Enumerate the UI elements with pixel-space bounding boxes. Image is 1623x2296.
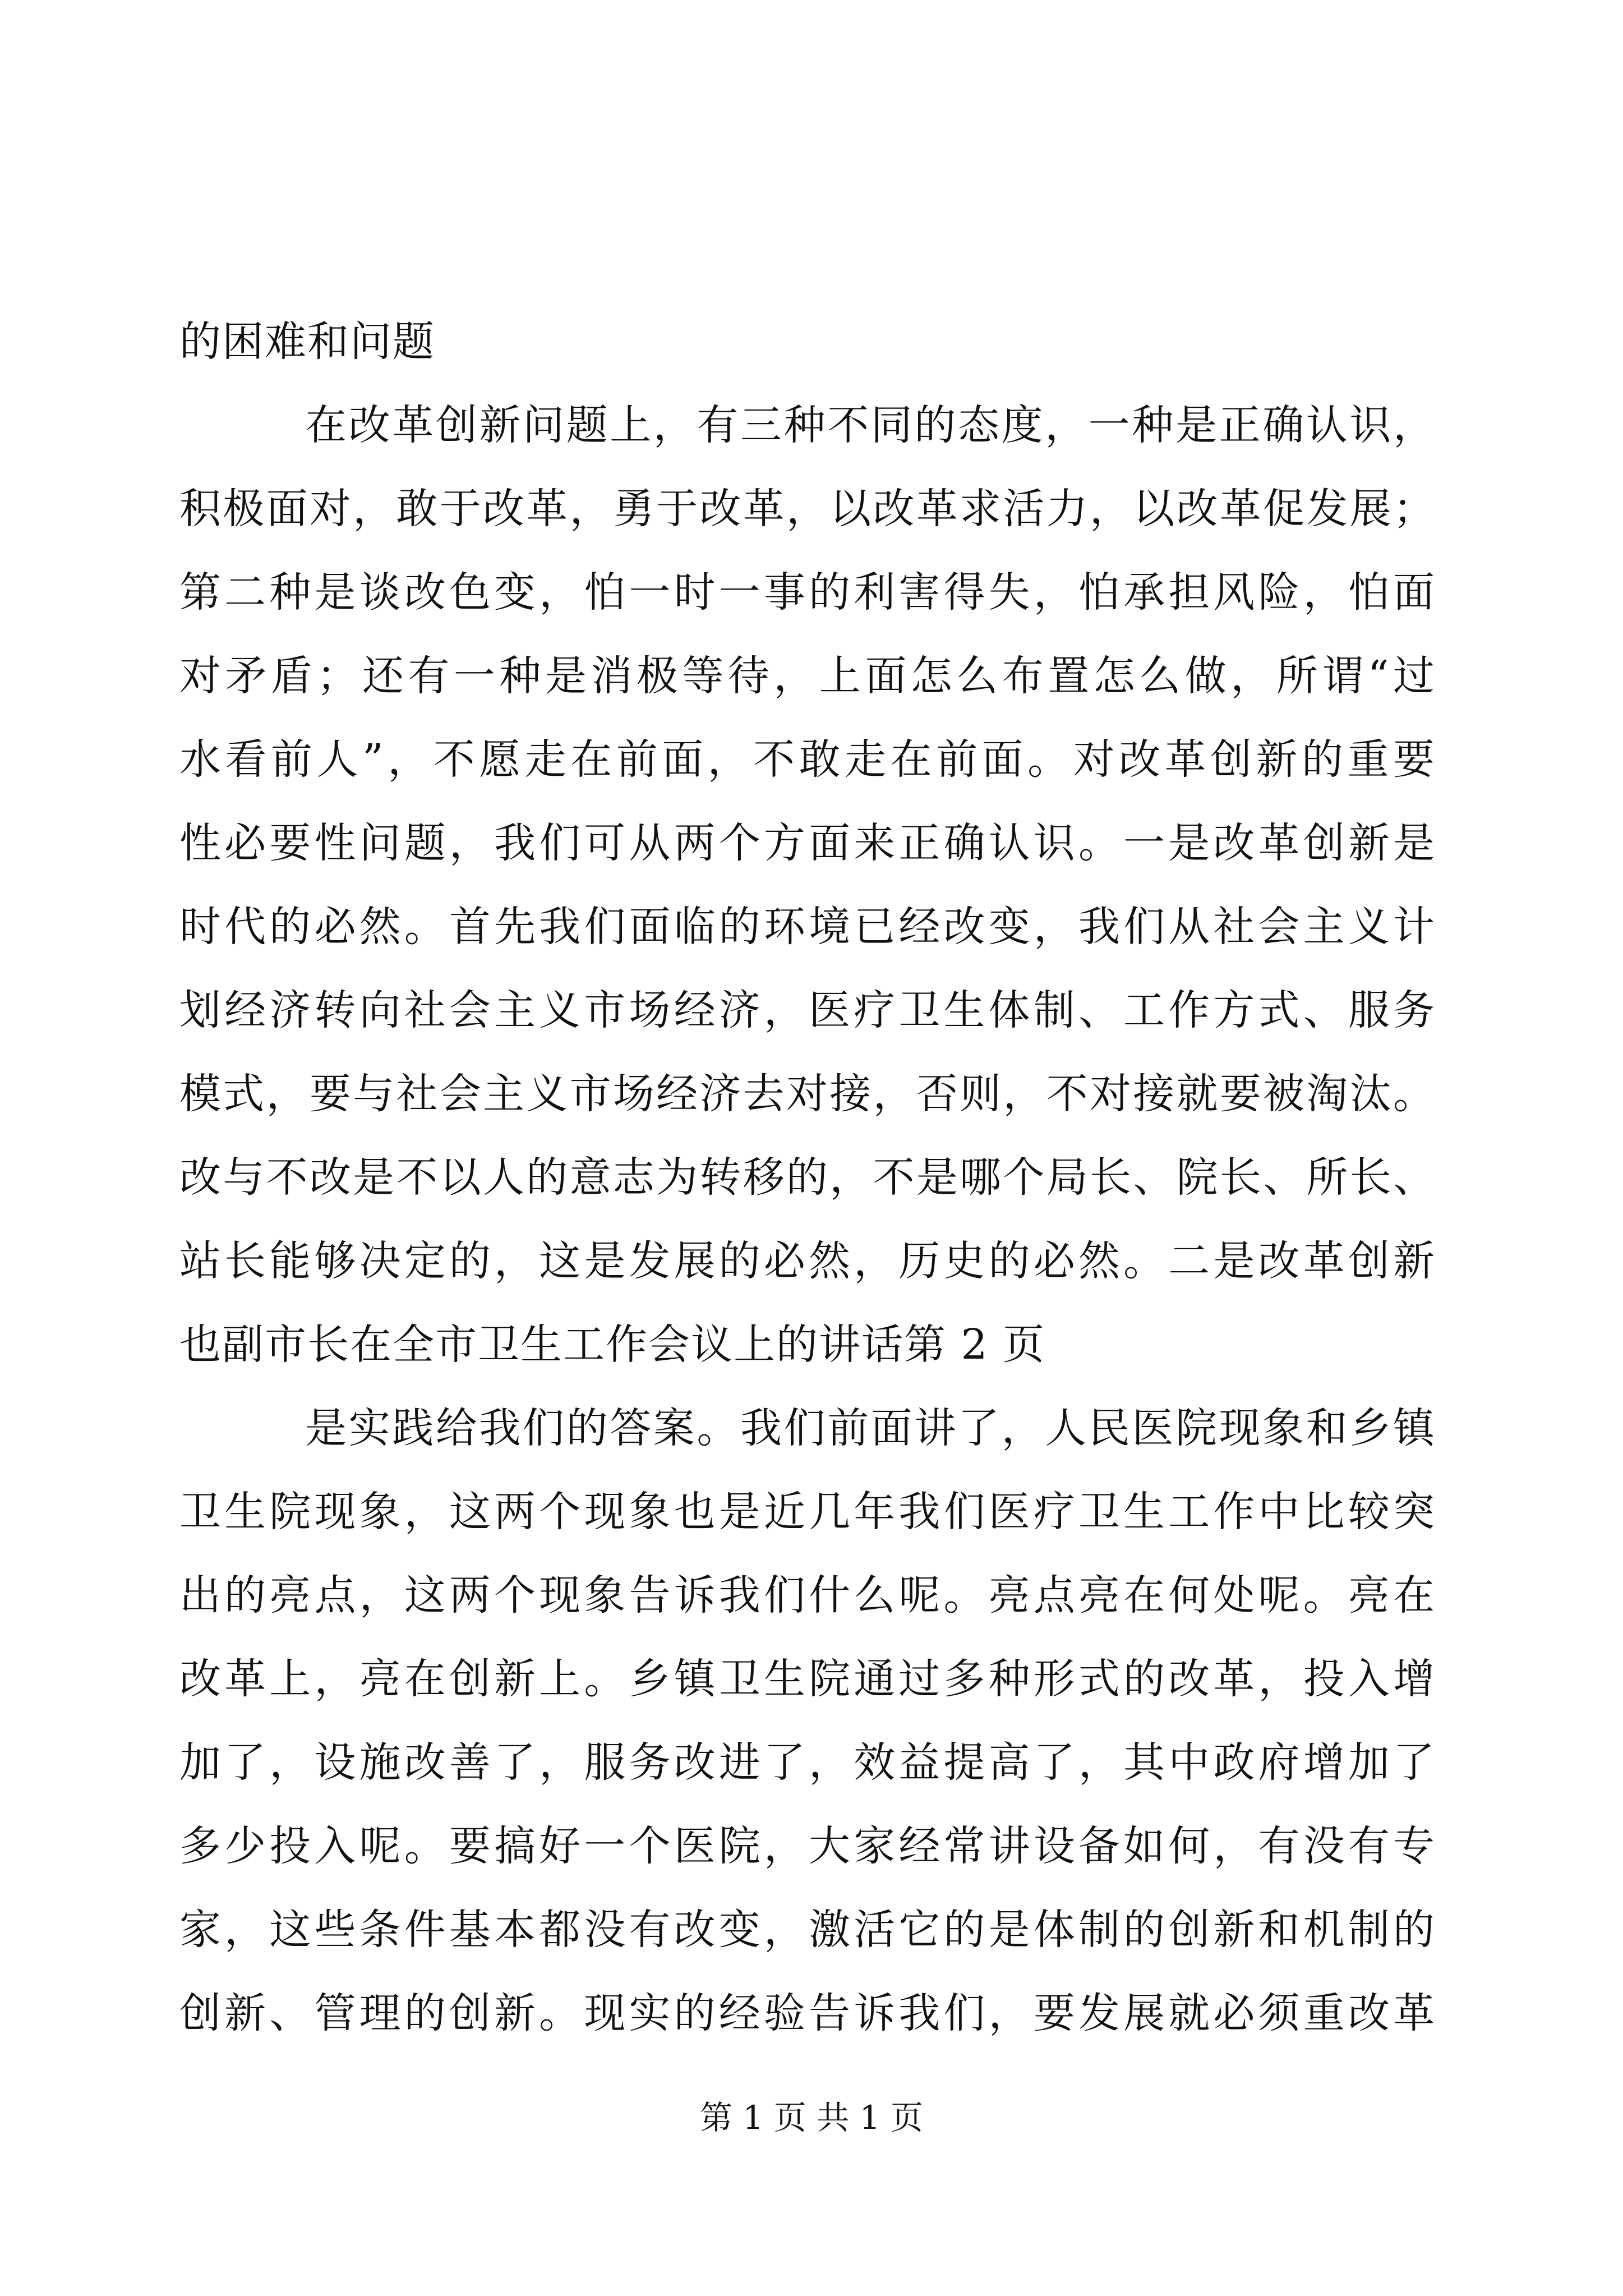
- text-line: 性必要性问题，我们可从两个方面来正确认识。一是改革创新是: [179, 819, 1436, 867]
- text-line: 是实践给我们的答案。我们前面讲了，人民医院现象和乡镇: [305, 1404, 1436, 1452]
- text-line: 站长能够决定的，这是发展的必然，历史的必然。二是改革创新: [179, 1237, 1436, 1285]
- text-line: 第二种是谈改色变，怕一时一事的利害得失，怕承担风险，怕面: [179, 568, 1436, 616]
- text-line: 卫生院现象，这两个现象也是近几年我们医疗卫生工作中比较突: [179, 1488, 1436, 1536]
- text-line: 的困难和问题: [179, 318, 435, 366]
- text-line: 改革上，亮在创新上。乡镇卫生院通过多种形式的改革，投入增: [179, 1655, 1436, 1703]
- text-line: 出的亮点，这两个现象告诉我们什么呢。亮点亮在何处呢。亮在: [179, 1571, 1436, 1619]
- text-line: 加了，设施改善了，服务改进了，效益提高了，其中政府增加了: [179, 1738, 1436, 1787]
- text-line: 创新、管理的创新。现实的经验告诉我们，要发展就必须重改革: [179, 1989, 1436, 2037]
- text-line: 时代的必然。首先我们面临的环境已经改变，我们从社会主义计: [179, 903, 1436, 951]
- text-line: 多少投入呢。要搞好一个医院，大家经常讲设备如何，有没有专: [179, 1822, 1436, 1870]
- text-line: 模式，要与社会主义市场经济去对接，否则，不对接就要被淘汰。: [179, 1070, 1436, 1118]
- document-body: [179, 300, 1436, 2055]
- text-line: 改与不改是不以人的意志为转移的，不是哪个局长、院长、所长、: [179, 1153, 1436, 1202]
- text-line: 也副市长在全市卫生工作会议上的讲话第 2 页: [179, 1320, 1046, 1369]
- text-line: 划经济转向社会主义市场经济，医疗卫生体制、工作方式、服务: [179, 986, 1436, 1034]
- text-line: 积极面对，敢于改革，勇于改革，以改革求活力，以改革促发展；: [179, 485, 1436, 533]
- page-footer: 第 1 页 共 1 页: [700, 2099, 923, 2137]
- text-line: 水看前人”，不愿走在前面，不敢走在前面。对改革创新的重要: [179, 735, 1436, 784]
- text-line: 在改革创新问题上，有三种不同的态度，一种是正确认识，: [305, 401, 1436, 449]
- text-line: 家，这些条件基本都没有改变，激活它的是体制的创新和机制的: [179, 1906, 1436, 1954]
- text-line: 对矛盾；还有一种是消极等待，上面怎么布置怎么做，所谓“过: [179, 652, 1436, 700]
